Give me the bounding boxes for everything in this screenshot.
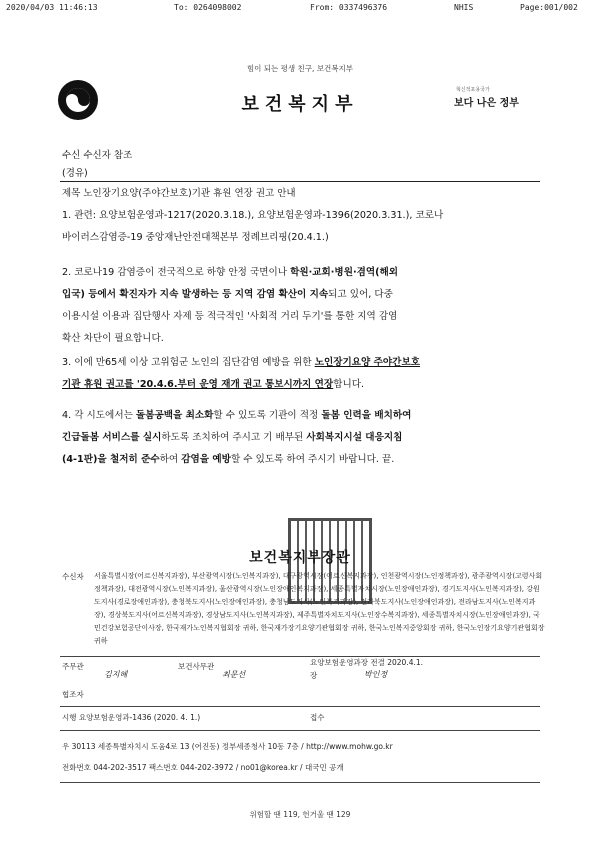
- bold-text-run: 사회복지시설 대응지침: [306, 432, 403, 443]
- recipient-line: 수신 수신자 참조: [62, 150, 133, 161]
- paragraph-1-line: 바이러스감염증-19 중앙재난안전대책본부 정례브리핑(20.4.1.): [62, 232, 329, 243]
- deputy-label: 보건사무관: [178, 662, 215, 671]
- bold-text-run: 감염을 예방: [181, 454, 231, 465]
- text-run: 2. 코로나19 감염증이 전국적으로 하향 안정 국면이나: [62, 267, 291, 278]
- enforce-divider: [60, 706, 540, 707]
- paragraph-2-line-2: [62, 284, 540, 306]
- recipients-label: 수신자: [62, 572, 84, 581]
- subject-divider: [60, 181, 540, 182]
- fax-to: To: 0264098002: [174, 3, 242, 12]
- via-line: (경유): [62, 168, 88, 179]
- officer-label: 주무관: [62, 662, 84, 671]
- paragraph-3-line-1: [62, 352, 540, 374]
- text-run: 하여: [159, 454, 182, 465]
- fax-header: [0, 0, 600, 14]
- deputy-signature: 최문선: [222, 670, 246, 679]
- paragraph-4-line-1: [62, 405, 540, 427]
- fax-sender: NHIS: [454, 3, 474, 12]
- publication-slogan: 위험할 땐 119, 헌거울 땐 129: [249, 810, 351, 819]
- bold-text-run: 입국) 등에서 확진자가 지속 발생하는 등 지역 감염 확산이 지속: [62, 289, 329, 300]
- paragraph-2-line-1: [62, 262, 540, 284]
- underlined-text-run: 노인장기요양 주야간보호: [314, 357, 420, 368]
- officer-signature: 김지혜: [104, 670, 128, 679]
- slogan-small-text: 혁신적포용국가: [456, 87, 490, 93]
- paragraph-4-line-3: [62, 449, 540, 471]
- contact-line: 전화번호 044-202-3517 팩스번호 044-202-3972 / no01@korea.kr / 대국민 공개: [62, 763, 344, 772]
- ministry-name: 보건복지부: [241, 94, 359, 115]
- paragraph-3-line-2: [62, 374, 540, 396]
- approval-divider: [60, 656, 540, 657]
- text-run: 되고 있어, 다중: [328, 289, 393, 300]
- paragraph-1-line: 1. 관련: 요양보험운영과-1217(2020.3.18.), 요양보험운영과-1396(2020.3.31.), 코로나: [62, 210, 444, 221]
- cooperator-label: 협조자: [62, 690, 84, 699]
- director-signature: 박인정: [364, 670, 388, 679]
- tagline: 힘이 되는 평생 친구, 보건복지부: [246, 64, 354, 73]
- minister-signature-title: 보건복지부장관: [249, 550, 351, 566]
- paragraph-2-line-4: 확산 차단이 필요합니다.: [62, 333, 164, 344]
- text-run: 하도록 조치하여 주시고 기 배부된: [161, 432, 307, 443]
- enforcement-number: 시행 요양보험운영과-1436 (2020. 4. 1.): [62, 713, 201, 722]
- director-note: 요양보험운영과장 전결 2020.4.1.: [310, 658, 423, 667]
- bold-text-run: 긴급돌봄 서비스를 실시: [62, 432, 162, 443]
- paragraph-3: [62, 352, 540, 396]
- fax-datetime: 2020/04/03 11:46:13: [6, 3, 98, 12]
- director-prefix: 장: [310, 671, 318, 680]
- bold-text-run: (4-1판)을 철저히 준수: [62, 454, 160, 465]
- text-run: 3. 이에 만65세 이상 고위험군 노인의 집단감염 예방을 위한: [62, 357, 315, 368]
- paragraph-4: [62, 405, 540, 471]
- paragraph-4-line-2: [62, 427, 540, 449]
- text-run: 4. 각 시도에서는: [62, 410, 136, 421]
- subject-line: 제목 노인장기요양(주야간보호)기관 휴원 연장 권고 안내: [62, 188, 296, 199]
- fax-page: Page:001/002: [520, 3, 578, 12]
- text-run: 할 수 있도록 기관이 적정: [213, 410, 322, 421]
- bold-text-run: 돌봄 인력을 배치하여: [321, 410, 412, 421]
- footer-bottom-divider: [60, 782, 540, 783]
- paragraph-2-line-3: 이용시설 이용과 집단행사 자제 등 적극적인 '사회적 거리 두기'를 통한 지역 감염: [62, 311, 398, 322]
- recipients-list: 서울특별시장(어르신복지과장), 부산광역시장(노인복지과장), 대구광역시장(어르신복지과장), 인천광역시장(노인정책과장), 광주광역시장(고령사회정책과장), 대전광역시장(노인복지과장), 울산광역시장(노인장애인복지과장), 세종특별자치시장(노인장애인과장), 경기도지사(노인복지과장), 강원도지사(경로장애인과장), 충청북도지사(노인장애인과장), 충청남도지사(노인복지과장), 전라북도지사(노인장애인과장), 전라남도지사(노인복지과장), 경상북도지사(어르신복지과장), 경상남도지사(노인복지과장), 제주특별자치도지사(노인장수복지과장), 세종특별자치시장(노인장애인과장), 국민건강보험공단이사장, 한국재가노인복지협회장 귀하, 한국재가장기요양기관협회장 귀하, 한국노인복지중앙회장 귀하, 한국노인장기요양기관협회장 귀하: [94, 572, 545, 645]
- paragraph-2: [62, 262, 540, 350]
- text-run: 합니다.: [333, 379, 365, 390]
- receipt-label: 접수: [310, 713, 325, 722]
- address-line: 우 30113 세종특별자치시 도움4로 13 (어진동) 정부세종청사 10동 7층 / http://www.mohw.go.kr: [62, 742, 393, 751]
- slogan-main-text: 보다 나은 정부: [454, 98, 519, 109]
- footer-divider: [60, 730, 540, 731]
- bold-text-run: 학원·교회·병원·겸역(해외: [290, 267, 399, 278]
- underlined-text-run: 기관 휴원 권고를 '20.4.6.부터 운영 재개 권고 통보시까지 연장: [62, 379, 334, 390]
- government-slogan-logo: [450, 82, 530, 116]
- paragraph-1: [62, 205, 540, 249]
- bold-text-run: 돌봄공백을 최소화: [135, 410, 214, 421]
- fax-from: From: 0337496376: [310, 3, 388, 12]
- text-run: 할 수 있도록 하여 주시기 바랍니다. 끝.: [230, 454, 395, 465]
